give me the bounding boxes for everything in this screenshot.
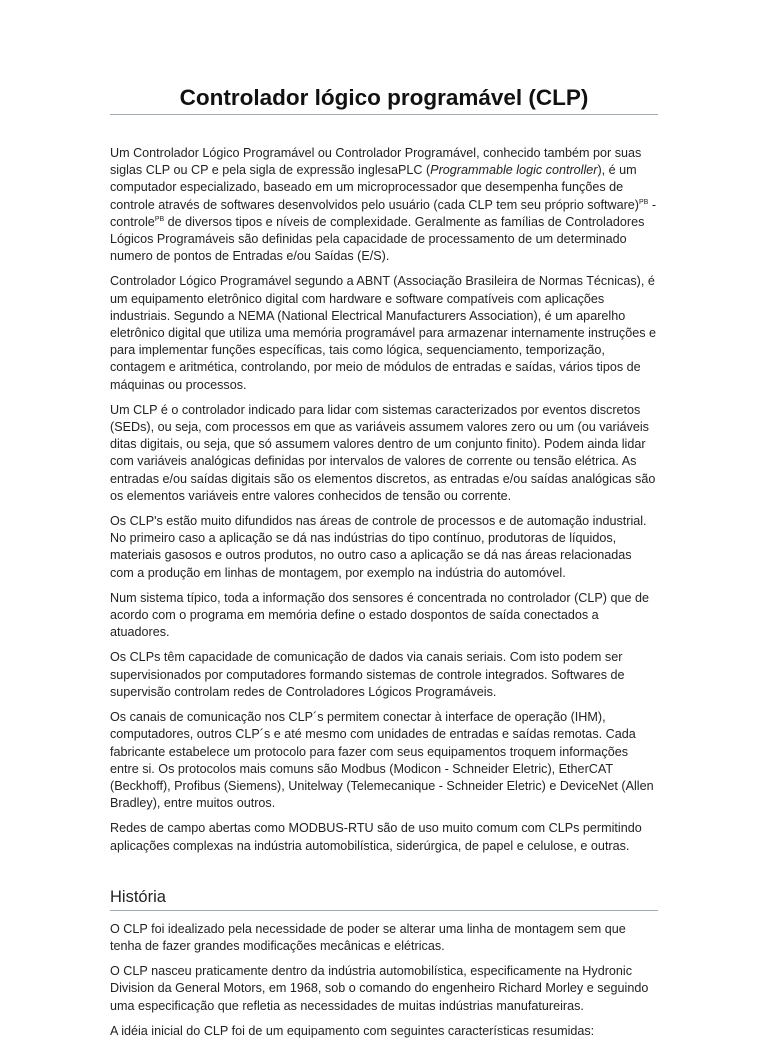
- intro-paragraph-5: Num sistema típico, toda a informação dos sensores é concentrada no controlador (CLP) que de acordo com o programa em memória define o estado dospontos de saída conectados a atuadores.: [110, 590, 650, 640]
- intro-paragraph-6: Os CLPs têm capacidade de comunicação de dados via canais seriais. Com isto podem ser supervisionados por computadores formando sistemas de controle integrados. Softwares de supervisão controlam redes de Controladores Lógicos Programáveis.: [110, 650, 625, 699]
- intro-section: [110, 145, 658, 855]
- intro-paragraph-4: Os CLP's estão muito difundidos nas áreas de controle de processos e de automação industrial. No primeiro caso a aplicação se dá nas indústrias do tipo contínuo, produtoras de líquidos, materiais gasosos e outros produtos, no outro caso a aplicação se dá nas áreas relacionadas com a produção em linhas de montagem, por exemplo na indústria do automóvel.: [110, 514, 647, 580]
- intro-p1-text-c: - controle: [110, 197, 657, 229]
- intro-paragraph-8: Redes de campo abertas como MODBUS-RTU são de uso muito comum com CLPs permitindo aplicações complexas na indústria automobilística, siderúrgica, de papel e celulose, e outras.: [110, 821, 642, 853]
- superscript-mark: PB: [154, 215, 165, 223]
- historia-paragraph-2: O CLP nasceu praticamente dentro da indústria automobilística, especificamente na Hydronic Division da General Motors, em 1968, sob o comando do engenheiro Richard Morley e seguindo uma especificação que refletia as necessidades de muitas indústrias manufatureiras.: [110, 964, 649, 1013]
- page-title: Controlador lógico programável (CLP): [110, 84, 658, 115]
- intro-p1-text-a: Um Controlador Lógico Programável ou Controlador Programável, conhecido também por suas siglas CLP ou CP e pela sigla de expressão inglesaPLC (: [110, 146, 642, 178]
- intro-paragraph-3: Um CLP é o controlador indicado para lidar com sistemas caracterizados por eventos discretos (SEDs), ou seja, com processos em que as variáveis assumem valores zero ou um (ou variáveis ditas digitais, ou seja, que só assumem valores dentro de um conjunto finito). Podem ainda lidar com variáveis analógicas definidas por intervalos de valores de corrente ou tensão elétrica. As entradas e/ou saídas digitais são os elementos discretos, as entradas e/ou saídas analógicas são os elementos variáveis entre valores conhecidos de tensão ou corrente.: [110, 402, 656, 503]
- intro-paragraph-7: Os canais de comunicação nos CLP´s permitem conectar à interface de operação (IHM), computadores, outros CLP´s e até mesmo com unidades de entradas e saídas remotas. Cada fabricante estabelece um protocolo para fazer com seus equipamentos troquem informações entre si. Os protocolos mais comuns são Modbus (Modicon - Schneider Eletric), EtherCAT (Beckhoff), Profibus (Siemens), Unitelway (Telemecanique - Schneider Eletric) e DeviceNet (Allen Bradley), entre muitos outros.: [110, 710, 654, 811]
- intro-p1-text-d: de diversos tipos e níveis de complexidade. Geralmente as famílias de Controladores Lógicos Programáveis são definidas pela capacidade de processamento de um determinado numero de pontos de Entradas e/ou Saídas (E/S).: [110, 214, 645, 264]
- section-heading-historia: História: [110, 887, 658, 911]
- intro-paragraph-1: [110, 145, 658, 265]
- superscript-mark: PB: [638, 198, 649, 206]
- historia-section: [110, 921, 658, 1040]
- historia-paragraph-1: O CLP foi idealizado pela necessidade de poder se alterar uma linha de montagem sem que tenha de fazer grandes modificações mecânicas e elétricas.: [110, 921, 626, 953]
- intro-p1-italic-term: Programmable logic controller: [430, 163, 598, 178]
- intro-paragraph-2: Controlador Lógico Programável segundo a ABNT (Associação Brasileira de Normas Técnicas), é um equipamento eletrônico digital com hardware e software compatíveis com aplicações industriais. Segundo a NEMA (National Electrical Manufacturers Association), é um aparelho eletrônico digital que utiliza uma memória programável para armazenar internamente instruções e para implementar funções específicas, tais como lógica, sequenciamento, temporização, contagem e aritmética, controlando, por meio de módulos de entradas e saídas, vários tipos de máquinas ou processos.: [110, 274, 657, 392]
- intro-p1-text-b: ), é um computador especializado, baseado em um microprocessador que desempenha funções de controle através de softwares desenvolvidos pelo usuário (cada CLP tem seu próprio software): [110, 163, 639, 212]
- historia-paragraph-3: A idéia inicial do CLP foi de um equipamento com seguintes características resumidas:: [110, 1023, 595, 1038]
